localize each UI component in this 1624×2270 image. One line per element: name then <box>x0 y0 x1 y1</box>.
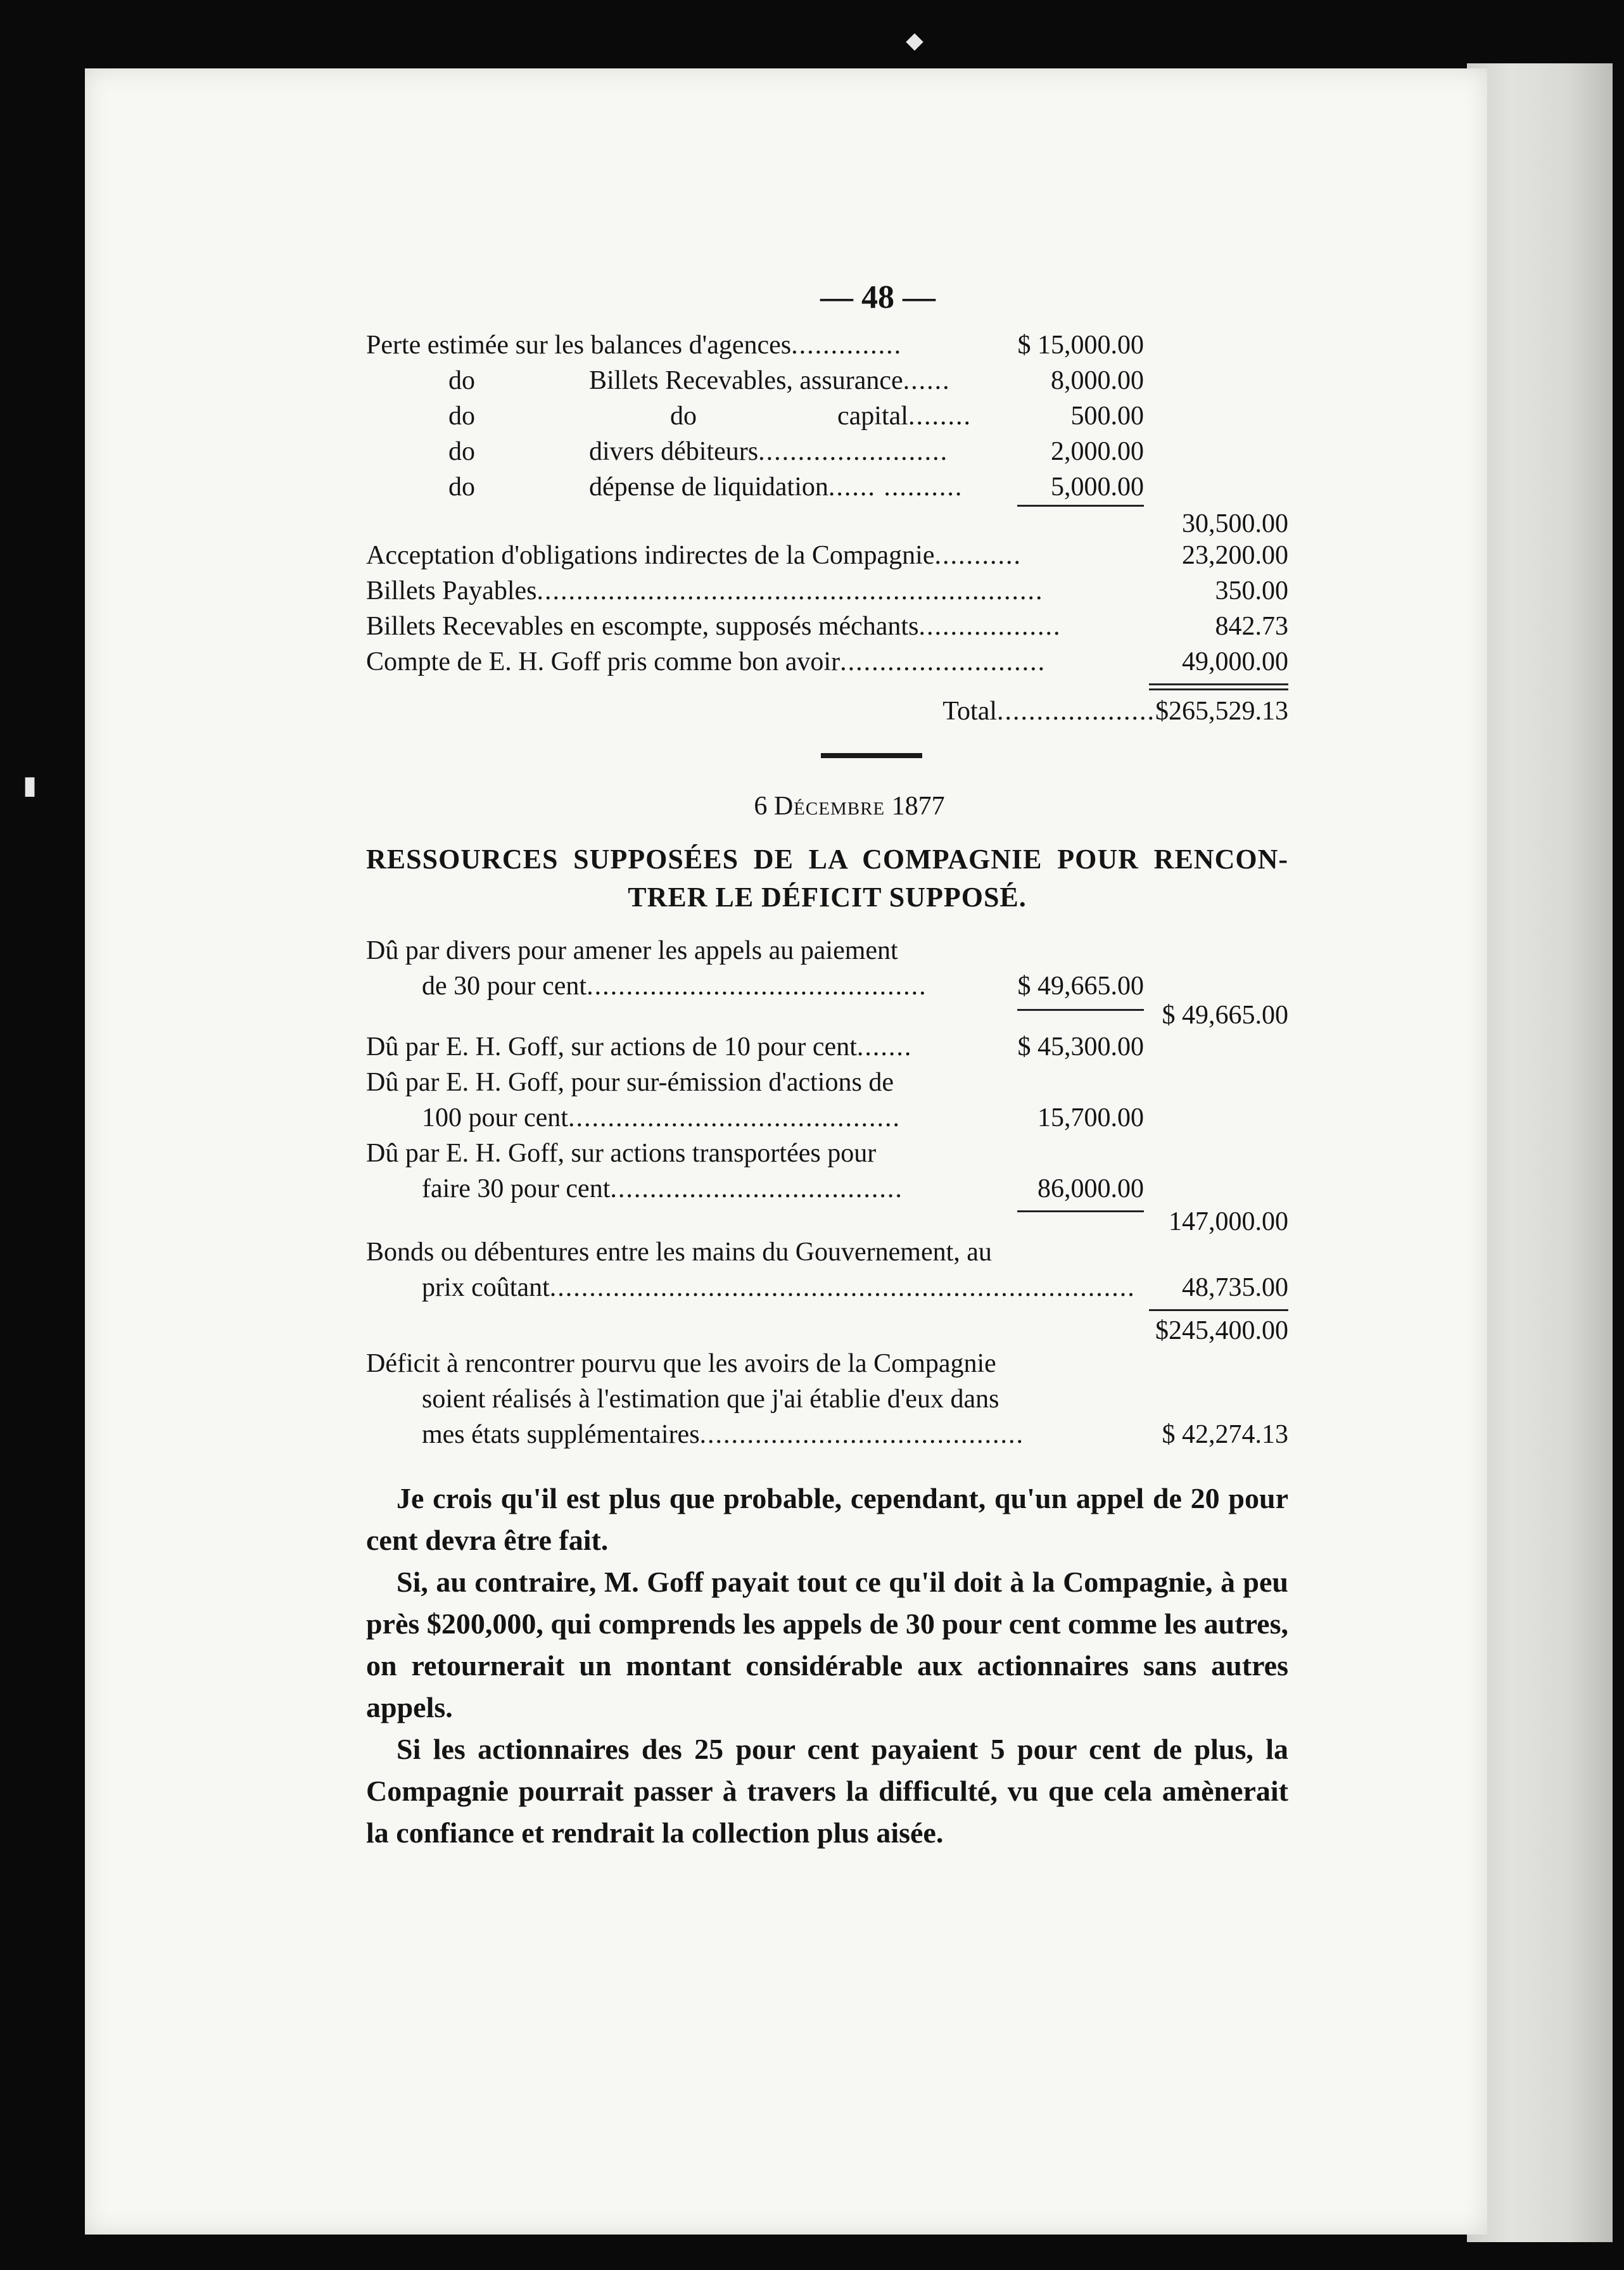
loss-row <box>366 398 1288 434</box>
loss-label: divers débiteurs........................ <box>589 437 949 466</box>
scan-speck: ▮ <box>23 771 37 799</box>
double-rule <box>366 680 1288 694</box>
section-date: 6 Décembre 1877 <box>754 792 945 821</box>
ditto-label: do <box>448 472 475 502</box>
resource-row: Dû par E. H. Goff, pour sur-émission d'actions de <box>366 1068 894 1097</box>
resource-row: Dû par E. H. Goff, sur actions de 10 pour cent....... $ 45,300.00 <box>366 1029 1288 1065</box>
other-amount: 350.00 <box>1215 576 1288 606</box>
loss-row <box>366 469 1288 505</box>
resource-row: Bonds ou débentures entre les mains du Gouvernement, au <box>366 1238 992 1267</box>
page-content <box>366 279 1288 1854</box>
grand-total-amount: $245,400.00 <box>1155 1316 1288 1345</box>
resource-row: faire 30 pour cent..................................... 86,000.00 <box>366 1171 1288 1207</box>
subtotal-row <box>366 1207 1288 1234</box>
other-amount: 842.73 <box>1215 612 1288 641</box>
other-label: Acceptation d'obligations indirectes de la Compagnie........... <box>366 541 1022 570</box>
subtotal-amount: 147,000.00 <box>1169 1207 1288 1236</box>
ditto-label: do <box>670 402 697 431</box>
loss-amount: 8,000.00 <box>1051 366 1144 395</box>
resource-row: de 30 pour cent........................................... $ 49,665.00 <box>366 968 1288 1004</box>
resource-row: prix coûtant.......................................................................... 48,735.00 <box>366 1270 1288 1305</box>
resource-row: Dû par E. H. Goff, sur actions transportées pour <box>366 1139 877 1168</box>
grand-total-row <box>366 1305 1288 1346</box>
resource-amount: 48,735.00 <box>1182 1273 1288 1302</box>
sum-rule <box>1017 1009 1144 1011</box>
sum-rule <box>1149 1309 1288 1311</box>
sum-rule <box>1017 1210 1144 1212</box>
resource-row: 100 pour cent.......................................... 15,700.00 <box>366 1100 1288 1136</box>
loss-label: dépense de liquidation...... .......... <box>589 472 963 502</box>
total-row <box>366 694 1288 729</box>
body-paragraph: Si, au contraire, M. Goff payait tout ce qu'il doit à la Compagnie, à peu près $200,000, qui comprends les appels de 30 pour cent comme les autres, on retournerait un montant considérable aux actionnaires sans autres appels. <box>366 1566 1288 1723</box>
other-row <box>366 538 1288 573</box>
other-row <box>366 644 1288 680</box>
subtotal-amount: 30,500.00 <box>1182 509 1288 538</box>
deficit-amount: $ 42,274.13 <box>1162 1420 1288 1449</box>
sum-rule <box>1149 683 1288 685</box>
resource-amount: 15,700.00 <box>1037 1103 1144 1132</box>
loss-label: Billets Recevables, assurance...... <box>589 366 951 395</box>
other-label: Billets Recevables en escompte, supposés méchants.................. <box>366 612 1062 641</box>
subtotal-row <box>366 1001 1288 1030</box>
other-row <box>366 609 1288 644</box>
loss-row <box>366 363 1288 398</box>
subtotal-row <box>366 505 1288 538</box>
section-divider <box>821 753 922 758</box>
section-heading: TRER LE DÉFICIT SUPPOSÉ. <box>628 882 1027 913</box>
page-number: — 48 — <box>820 279 936 315</box>
other-amount: 23,200.00 <box>1182 541 1288 570</box>
deficit-row: soient réalisés à l'estimation que j'ai établie d'eux dans <box>422 1385 999 1414</box>
scan-speck: ⬥ <box>906 26 923 54</box>
loss-label: Perte estimée sur les balances d'agences.............. <box>366 331 903 360</box>
resource-amount: 86,000.00 <box>1037 1174 1144 1203</box>
ditto-label: do <box>448 402 475 431</box>
loss-amount: 5,000.00 <box>1051 472 1144 502</box>
body-paragraph: Si les actionnaires des 25 pour cent payaient 5 pour cent de plus, la Compagnie pourrait passer à travers la difficulté, vu que cela amènerait la confiance et rendrait la collection plus aisée. <box>366 1733 1288 1849</box>
ditto-label: do <box>448 437 475 466</box>
subtotal-amount: $ 49,665.00 <box>1162 1001 1288 1030</box>
other-amount: 49,000.00 <box>1182 647 1288 676</box>
loss-amount: 2,000.00 <box>1051 437 1144 466</box>
ditto-label: do <box>448 366 475 395</box>
resource-amount: $ 45,300.00 <box>1017 1032 1144 1062</box>
loss-row <box>366 434 1288 469</box>
loss-label: capital........ <box>837 402 972 431</box>
sum-rule <box>1149 688 1288 690</box>
other-label: Compte de E. H. Goff pris comme bon avoir.......................... <box>366 647 1046 676</box>
resource-amount: $ 49,665.00 <box>1017 972 1144 1001</box>
sum-rule <box>1017 505 1144 507</box>
loss-amount: $ 15,000.00 <box>1017 331 1144 360</box>
deficit-row: Déficit à rencontrer pourvu que les avoirs de la Compagnie <box>366 1349 996 1378</box>
other-label: Billets Payables................................................................ <box>366 576 1044 606</box>
resource-row: Dû par divers pour amener les appels au paiement <box>366 936 898 965</box>
other-row <box>366 573 1288 609</box>
adjacent-page-edge <box>1467 63 1613 2242</box>
total-line: Total....................$265,529.13 <box>942 697 1288 726</box>
deficit-row: mes états supplémentaires......................................... $ 42,274.13 <box>366 1417 1288 1452</box>
loss-row <box>366 327 1288 363</box>
section-heading: RESSOURCES SUPPOSÉES DE LA COMPAGNIE POUR RENCON- <box>366 844 1288 875</box>
loss-amount: 500.00 <box>1070 402 1144 431</box>
body-paragraph: Je crois qu'il est plus que probable, cependant, qu'un appel de 20 pour cent devra être fait. <box>366 1482 1288 1556</box>
